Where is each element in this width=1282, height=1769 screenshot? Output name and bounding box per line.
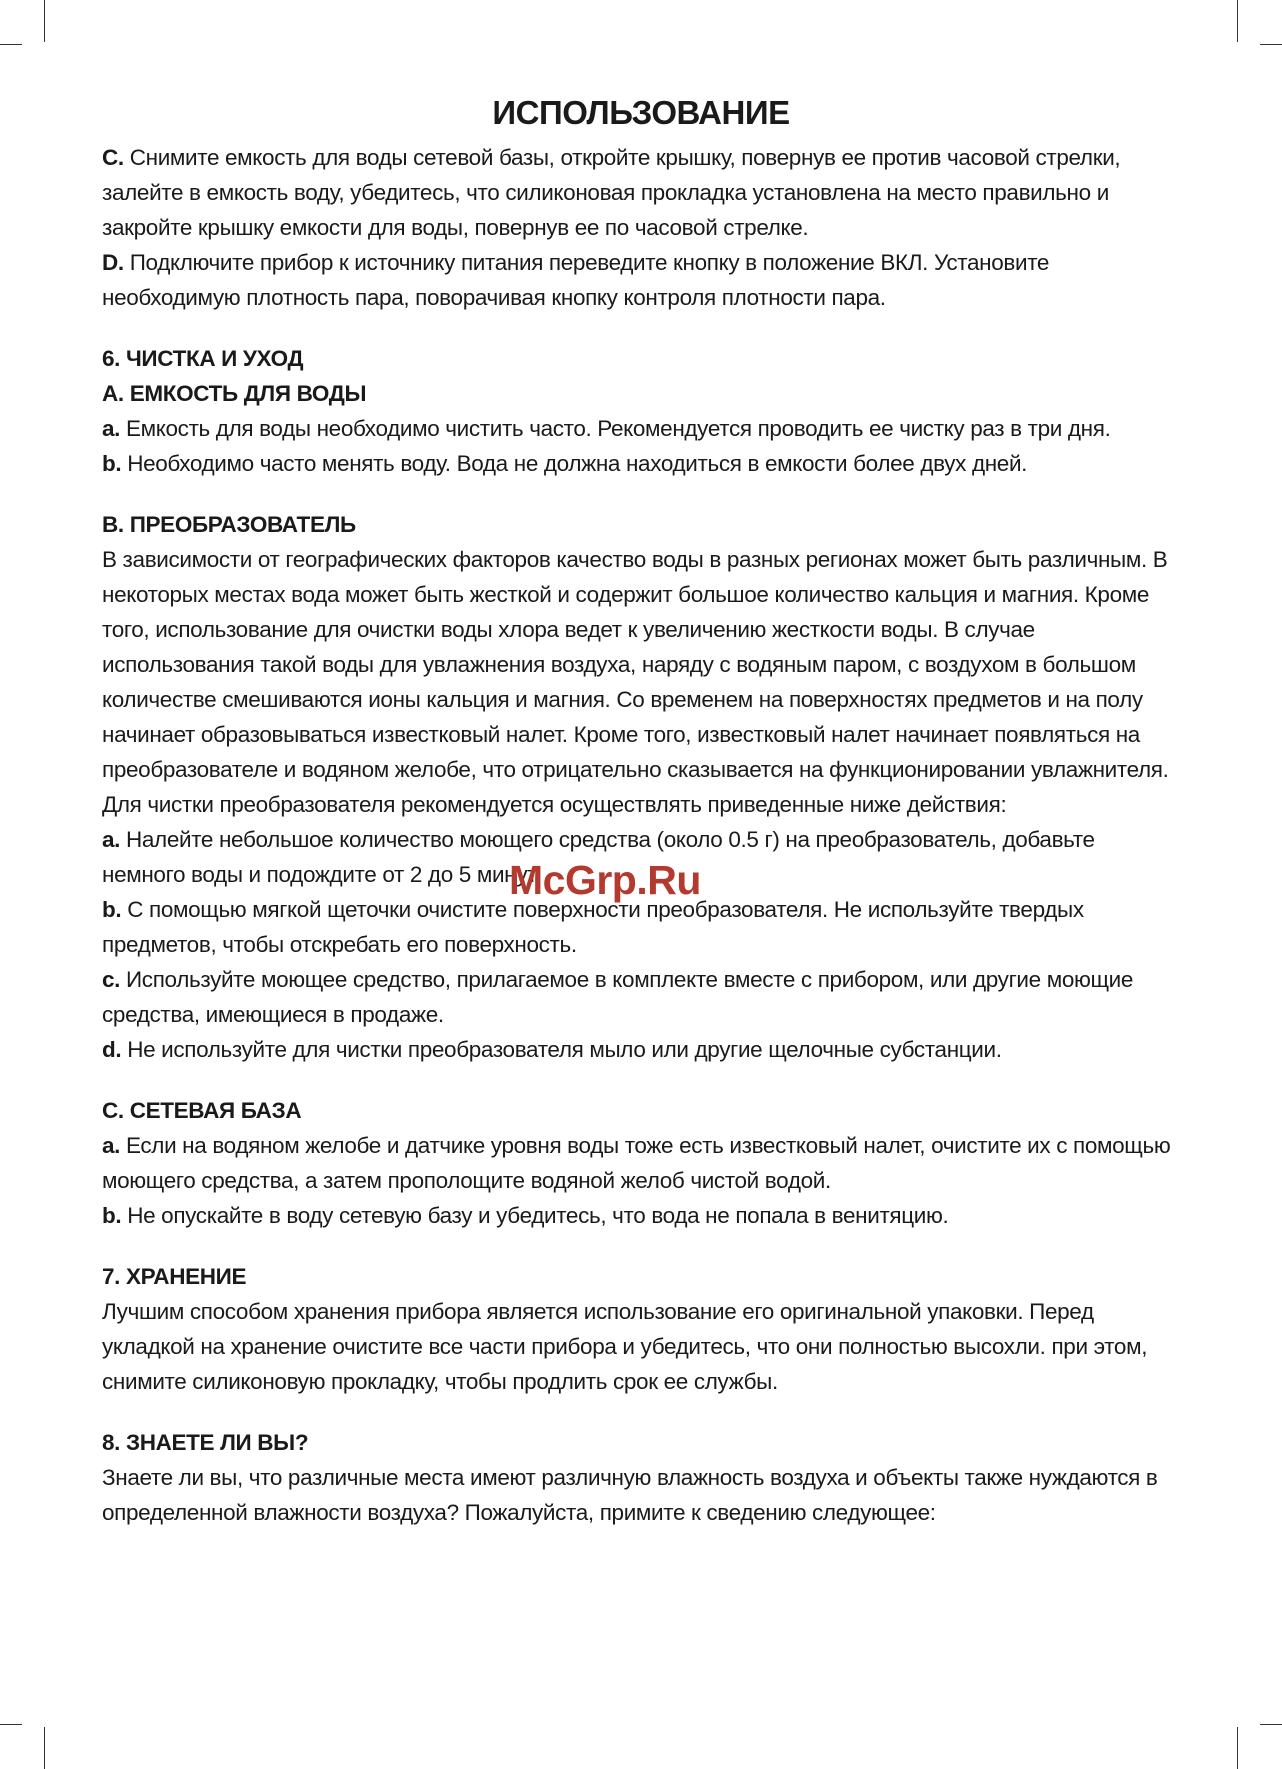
- item-text: Емкость для воды необходимо чистить часто. Рекомендуется проводить ее чистку раз в три дня.: [120, 416, 1111, 441]
- item-key: b.: [102, 451, 122, 476]
- item-text: Подключите прибор к источнику питания переведите кнопку в положение ВКЛ. Установите необходимую плотность пара, поворачивая кнопку контроля плотности пара.: [102, 250, 1050, 310]
- document-page: [102, 88, 1180, 1530]
- item-text: Снимите емкость для воды сетевой базы, откройте крышку, повернув ее против часовой стрелки, залейте в емкость воду, убедитесь, что силиконовая прокладка установлена на место правильно и закройте крышку емкости для воды, повернув ее по часовой стрелке.: [102, 145, 1121, 240]
- item-key: b.: [102, 897, 122, 922]
- subsection-heading: B. ПРЕОБРАЗОВАТЕЛЬ: [102, 512, 356, 537]
- list-item: [102, 446, 1180, 481]
- item-text: С помощью мягкой щеточки очистите поверхности преобразователя. Не используйте твердых предметов, чтобы отскребать его поверхность.: [102, 897, 1084, 957]
- crop-mark: [0, 44, 22, 45]
- item-key: c.: [102, 967, 121, 992]
- item-key: a.: [102, 416, 121, 441]
- item-key: d.: [102, 1037, 122, 1062]
- item-text: Не используйте для чистки преобразователя мыло или другие щелочные субстанции.: [121, 1037, 1002, 1062]
- item-text: Если на водяном желобе и датчике уровня воды тоже есть известковый налет, очистите их с помощью моющего средства, а затем прополощите водяной желоб чистой водой.: [102, 1133, 1171, 1193]
- page-title: ИСПОЛЬЗОВАНИЕ: [492, 94, 790, 131]
- item-key: a.: [102, 827, 121, 852]
- body-paragraph: Знаете ли вы, что различные места имеют различную влажность воздуха и объекты также нуждаются в определенной влажности воздуха? Пожалуйста, примите к сведению следующее:: [102, 1465, 1158, 1525]
- subsection-heading: C. СЕТЕВАЯ БАЗА: [102, 1098, 302, 1123]
- crop-mark: [1260, 44, 1282, 45]
- body-paragraph: В зависимости от географических факторов качество воды в разных регионах может быть различным. В некоторых местах вода может быть жесткой и содержит большое количество кальция и магния. Кроме того, использование для очистки воды хлора ведет к увеличению жесткости воды. В случае использования такой воды для увлажнения воздуха, наряду с водяным паром, с воздухом в большом количестве смешиваются ионы кальция и магния. Со временем на поверхностях предметов и на полу начинает образовываться известковый налет. Кроме того, известковый налет начинает появляться на преобразователе и водяном желобе, что отрицательно сказывается на функционировании увлажнителя. Для чистки преобразователя рекомендуется осуществлять приведенные ниже действия:: [102, 547, 1169, 817]
- intro-paragraph: [102, 140, 1180, 245]
- section-heading: 7. ХРАНЕНИЕ: [102, 1264, 247, 1289]
- watermark-logo: McGrp.Ru: [509, 857, 701, 903]
- list-item: [102, 962, 1180, 1032]
- intro-paragraph: [102, 245, 1180, 315]
- section-heading: 8. ЗНАЕТЕ ЛИ ВЫ?: [102, 1430, 309, 1455]
- list-item: [102, 1032, 1180, 1067]
- body-paragraph: Лучшим способом хранения прибора является использование его оригинальной упаковки. Перед укладкой на хранение очистите все части прибора и убедитесь, что они полностью высохли. при этом, снимите силиконовую прокладку, чтобы продлить срок ее службы.: [102, 1299, 1148, 1394]
- list-item: [102, 1128, 1180, 1198]
- item-key: C.: [102, 145, 124, 170]
- crop-mark: [44, 1727, 45, 1769]
- crop-mark: [0, 1724, 22, 1725]
- item-text: Используйте моющее средство, прилагаемое в комплекте вместе с прибором, или другие моющие средства, имеющиеся в продаже.: [102, 967, 1134, 1027]
- item-text: Не опускайте в воду сетевую базу и убедитесь, что вода не попала в венитяцию.: [121, 1203, 949, 1228]
- crop-mark: [1237, 1727, 1238, 1769]
- list-item: [102, 411, 1180, 446]
- item-key: b.: [102, 1203, 122, 1228]
- section-heading: 6. ЧИСТКА И УХОД: [102, 346, 304, 371]
- item-key: a.: [102, 1133, 121, 1158]
- subsection-heading: A. ЕМКОСТЬ ДЛЯ ВОДЫ: [102, 381, 367, 406]
- crop-mark: [1260, 1724, 1282, 1725]
- item-text: Налейте небольшое количество моющего средства (около 0.5 г) на преобразователь, добавьте немного воды и подождите от 2 до 5 минут.: [102, 827, 1095, 887]
- crop-mark: [1237, 0, 1238, 42]
- item-text: Необходимо часто менять воду. Вода не должна находиться в емкости более двух дней.: [121, 451, 1028, 476]
- crop-mark: [44, 0, 45, 42]
- list-item: [102, 1198, 1180, 1233]
- item-key: D.: [102, 250, 124, 275]
